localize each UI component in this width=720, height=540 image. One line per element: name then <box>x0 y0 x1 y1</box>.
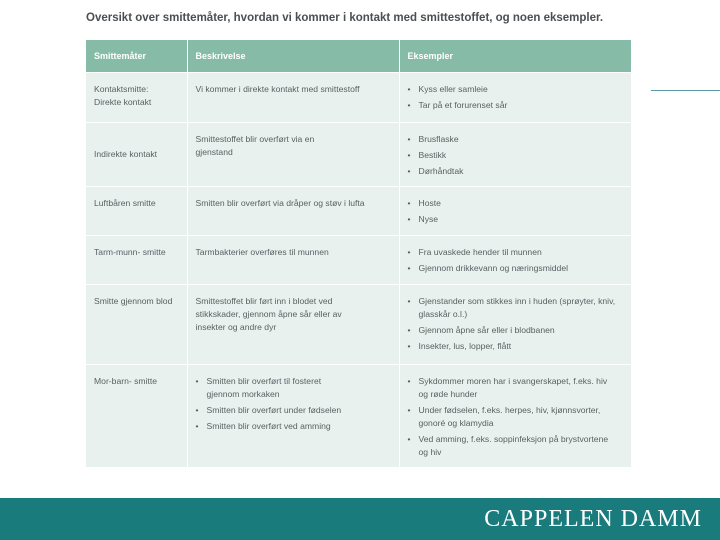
description-list <box>196 375 346 433</box>
table-row <box>86 73 631 123</box>
row-name <box>86 123 187 187</box>
cappelen-damm-logo: CAPPELEN DAMM <box>484 506 702 532</box>
row-description <box>187 123 399 187</box>
row-description-text: Vi kommer i direkte kontakt med smittestoff <box>195 84 360 94</box>
table-header-row <box>86 40 631 73</box>
header-beskrivelse: Beskrivelse <box>187 40 399 73</box>
list-item: • Under fødselen, f.eks. herpes, hiv, kjønnsvorter, gonoré og klamydia <box>408 404 618 430</box>
row-name-text: Mor-barn- smitte <box>94 376 158 386</box>
list-item: • Bestikk <box>408 149 624 162</box>
header-smittemater: Smittemåter <box>86 40 187 73</box>
table-row <box>86 365 631 467</box>
list-item: • Smitten blir overført under fødselen <box>196 404 346 417</box>
examples-list <box>408 133 624 178</box>
row-name <box>86 365 187 467</box>
examples-list <box>408 295 624 353</box>
table-row <box>86 285 631 365</box>
list-item: • Fra uvaskede hender til munnen <box>408 246 624 259</box>
list-item: • Insekter, lus, lopper, flått <box>408 340 624 353</box>
row-examples <box>399 236 631 285</box>
list-item: • Sykdommer moren har i svangerskapet, f.eks. hiv og røde hunder <box>408 375 618 401</box>
list-item: • Ved amming, f.eks. soppinfeksjon på brystvortene og hiv <box>408 433 618 459</box>
row-examples <box>399 123 631 187</box>
list-item: • Gjennom åpne sår eller i blodbanen <box>408 324 624 337</box>
table-row <box>86 123 631 187</box>
examples-list <box>408 83 624 112</box>
row-name <box>86 73 187 123</box>
row-description <box>187 365 399 467</box>
row-description <box>187 285 399 365</box>
transmission-table-container <box>86 40 631 467</box>
list-item: • Smitten blir overført ved amming <box>196 420 346 433</box>
list-item: • Tar på et forurenset sår <box>408 99 624 112</box>
decorative-line <box>651 90 720 91</box>
row-description-text: Smitten blir overført via dråper og støv i lufta <box>195 198 365 208</box>
list-item: • Dørhåndtak <box>408 165 624 178</box>
table-row <box>86 187 631 236</box>
row-description-text: Smittestoffet blir overført via en gjenstand <box>195 134 315 157</box>
list-item: • Gjennom drikkevann og næringsmiddel <box>408 262 624 275</box>
row-examples <box>399 73 631 123</box>
row-name-text: Indirekte kontakt <box>94 149 158 159</box>
list-item: • Hoste <box>408 197 624 210</box>
row-description <box>187 236 399 285</box>
examples-list <box>408 246 624 275</box>
row-examples <box>399 187 631 236</box>
list-item: • Kyss eller samleie <box>408 83 624 96</box>
row-name-text: Tarm-munn- smitte <box>94 247 166 257</box>
list-item: • Gjenstander som stikkes inn i huden (sprøyter, kniv, glasskår o.l.) <box>408 295 624 321</box>
transmission-table <box>86 40 631 467</box>
row-name <box>86 236 187 285</box>
row-name <box>86 285 187 365</box>
list-item: • Smitten blir overført til fosteret gjennom morkaken <box>196 375 346 401</box>
examples-list <box>408 197 624 226</box>
row-name-text: Kontaktsmitte: Direkte kontakt <box>94 84 152 107</box>
examples-list <box>408 375 618 459</box>
list-item: • Nyse <box>408 213 624 226</box>
table-row <box>86 236 631 285</box>
row-name <box>86 187 187 236</box>
list-item: • Brusflaske <box>408 133 624 146</box>
row-examples <box>399 285 631 365</box>
row-description <box>187 73 399 123</box>
header-eksempler: Eksempler <box>399 40 631 73</box>
row-description-text: Tarmbakterier overføres til munnen <box>195 247 329 257</box>
slide-title: Oversikt over smittemåter, hvordan vi kommer i kontakt med smittestoffet, og noen eksempler. <box>86 12 604 24</box>
row-name-text: Smitte gjennom blod <box>94 296 173 306</box>
row-description <box>187 187 399 236</box>
row-examples <box>399 365 631 467</box>
row-name-text: Luftbåren smitte <box>94 198 156 208</box>
footer-band <box>0 498 720 540</box>
row-description-text: Smittestoffet blir ført inn i blodet ved stikkskader, gjennom åpne sår eller av insekter og andre dyr <box>195 296 342 332</box>
